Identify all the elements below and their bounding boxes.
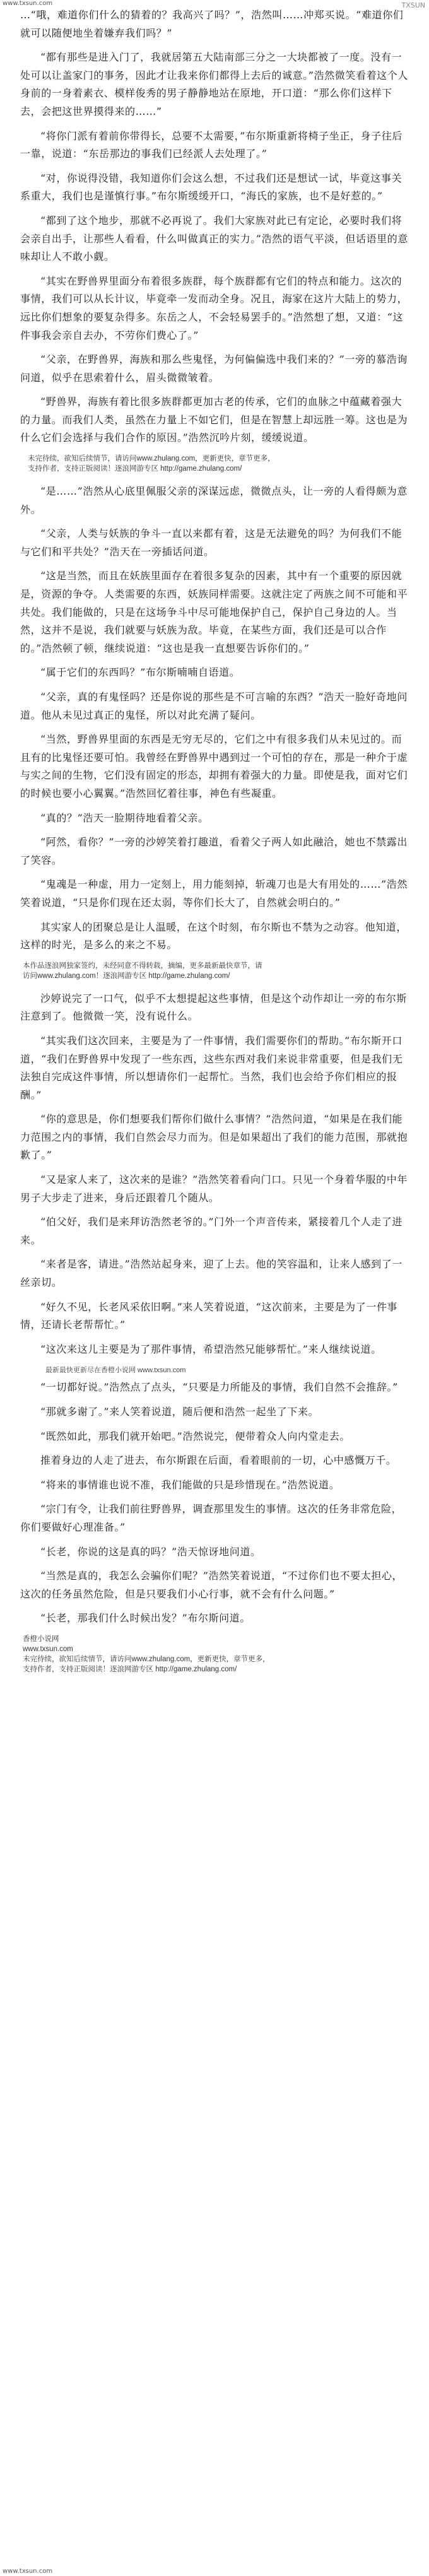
chapter-body xyxy=(20,6,411,1683)
paragraph: “长老，那我们什么时候出发？”布尔斯问道。 xyxy=(40,1612,250,1625)
paragraph: “是……”浩然从心底里佩服父亲的深谋远虑，微微点头，让一旁的人看得颇为意外。 xyxy=(20,485,408,515)
paragraph: …“哦，难道你们什么的猜着的？我高兴了吗？”，浩然叫……冲郑买说。“难道你们就可以随便地坐着嫌弃我们吗？” xyxy=(20,9,404,39)
paragraph: “当然是真的，我怎么会骗你们呢？”浩然笑着说道，“不过你们也不要太担心，这次的任务虽然危险，但是只要我们小心行事，就不会有什么问题。” xyxy=(20,1570,403,1600)
paragraph: “真的？”浩天一脸期待地看着父亲。 xyxy=(40,811,209,824)
paragraph: “长老，你说的这是真的吗？”浩天惊讶地问道。 xyxy=(40,1545,261,1558)
paragraph: “父亲，真的有鬼怪吗？还是你说的那些是不可言喻的东西？”浩天一脸好奇地问道。他从未见过真正的鬼怪，所以对此充满了疑问。 xyxy=(20,691,408,721)
paragraph: “父亲，人类与妖族的争斗一直以来都有着，这是无法避免的吗？为何我们不能与它们和平共处？”浩天在一旁插话问道。 xyxy=(20,527,403,558)
paragraph: “既然如此，那我们就开始吧。”浩然说完，便带着众人向内堂走去。 xyxy=(40,1430,350,1442)
promo-block xyxy=(23,1634,411,1674)
promo-block xyxy=(28,454,411,474)
paragraph: “这是当然，而且在妖族里面存在着很多复杂的因素，其中有一个重要的原因就是，资源的争夺。人类需要的东西，妖族同样需要。这就注定了两族之间不可能和平共处。我们能做的，只是在这场争斗中尽可能地保护自己，保护自己身边的人。当然，这并不是说，我们就要与妖族为敌。毕竟，在某些方面，我们还是可以合作的。”浩然顿了顿，继续说道：“这也是我一直想要告诉你们的。” xyxy=(20,570,408,654)
paragraph: “鬼魂是一种虚，用力一定刻上，用力能刻掉，斩魂刀也是大有用处的……”浩然笑着说道，“只是你们现在还太弱，等你们长大了，自然就会明白的。” xyxy=(20,878,408,909)
paragraph: “都有那些是进入门了，我就居第五大陆南部三分之一大块都被了一度。没有一处可以让盖家门的事务，因此才让我来你们都得上去后的诚意。”浩然微笑看着这个人身前的一身着素衣、模样俊秀的男子静静地站在原地，开口道：“那么你们这样下去，会把这世界摸得来的……” xyxy=(20,51,408,117)
paragraph: 其实家人的团聚总是让人温暖，在这个时刻，布尔斯也不禁为之动容。他知道，这样的时光，是多么的来之不易。 xyxy=(20,920,408,951)
paragraph: 沙婷说完了一口气，似乎不太想提起这些事情，但是这个动作却让一旁的布尔斯注意到了。他微微一笑，没有说什么。 xyxy=(20,992,408,1023)
promo-block xyxy=(23,961,411,981)
paragraph: “其实我们这次回来，主要是为了一件事情，我们需要你们的帮助。”布尔斯开口道，“我们在野兽界中发现了一些东西，这些东西对我们来说非常重要，但是我们无法独自完成这件事情，所以想请你们一起帮忙。当然，我们也会给予你们相应的报酬。” xyxy=(20,1034,403,1101)
paragraph: “那就多谢了。”来人笑着说道，随后便和浩然一起坐了下来。 xyxy=(40,1406,319,1418)
paragraph: “好久不见，长老风采依旧啊。”来人笑着说道，“这次前来，主要是为了一件事情，还请长老帮帮忙。” xyxy=(20,1300,398,1331)
promo-site-name: 香橙小说网 xyxy=(23,1635,59,1643)
site-watermark: TXSUN xyxy=(401,1,425,9)
paragraph: “将来的事情谁也说不准，我们能做的只是珍惜现在。”浩然说道。 xyxy=(40,1478,340,1491)
promo-line: 未完待续，欲知后续情节，请访问www.zhulang.com，更新更快，章节更多， xyxy=(23,1655,270,1663)
paragraph: “对，你说得没错，我知道你们会这么想，不过我们还是想试一试，毕竟这事关系重大，我们也是谨慎行事。”布尔斯缓缓开口，“海氏的家族，也不是好惹的。” xyxy=(20,172,403,203)
paragraph: “野兽界，海族有着比很多族群都更加古老的传承，它们的血脉之中蕴藏着强大的力量。而我们人类，虽然在力量上不如它们，但是在智慧上却远胜一筹。这也是为什么它们会选择与我们合作的原因。”浩然沉吟片刻，缓缓说道。 xyxy=(20,396,408,444)
promo-line: 支持作者，支持正版阅读！逐浪网游专区 http://game.zhulang.com/ xyxy=(23,1665,237,1673)
paragraph: “来者是客，请进。”浩然站起身来，迎了上去。他的笑容温和，让来人感到了一丝亲切。 xyxy=(20,1258,403,1289)
promo-line: 本作品逐浪网独家签约，未经同意不得转载，摘编，更多最新最快章节，请 xyxy=(23,962,262,970)
paragraph: “其实在野兽界里面分布着很多族群，每个族群都有它们的特点和能力。这次的事情，我们可以从长计议，毕竟牵一发而动全身。况且，海家在这片大陆上的势力，远比你们想象的要复杂得多。东岳之人，不会轻易罢手的。”浩然想了想，又道：“这件事我会亲自去办，不劳你们费心了。” xyxy=(20,274,408,341)
paragraph: “这次来这儿主要是为了那件事情，希望浩然兄能够帮忙。”来人继续说道。 xyxy=(40,1343,382,1355)
paragraph: 推着身边的人走了进去，布尔斯跟在后面，看着眼前的一切，心中感慨万千。 xyxy=(40,1454,397,1467)
source-line: 最新最快更新尽在香橙小说网 www.txsun.com xyxy=(45,1367,186,1375)
paragraph: “将你门派有着前你带得长，总要不太需要，”布尔斯重新将椅子坐正，身子往后一靠，说道：“东岳那边的事我们已经派人去处理了。” xyxy=(20,129,403,160)
paragraph: “阿然，看你？”一旁的沙婷笑着打趣道，看着父子两人如此融洽，她也不禁露出了笑容。 xyxy=(20,836,408,866)
paragraph: “属于它们的东西吗？”布尔斯喃喃自语道。 xyxy=(40,666,240,679)
paragraph: “宗门有令，让我们前往野兽界，调查那里发生的事情。这次的任务非常危险，你们要做好心理准备。” xyxy=(20,1503,403,1533)
paragraph: “你的意思是，你们想要我们帮你们做什么事情？”浩然问道，“如果是在我们能力范围之内的事情，我们自然会尽力而为。但是如果超出了我们的能力范围，那就抱歉了。” xyxy=(20,1113,408,1162)
paragraph: “都到了这个地步，那就不必再说了。我们大家族对此已有定论，必要时我们将会亲自出手，让那些人看看，什么叫做真正的实力。”浩然的语气平淡，但话语里的意味却让人不敢小觑。 xyxy=(20,214,408,263)
site-header-url: www.txsun.com xyxy=(3,0,53,7)
paragraph: “一切都好说。”浩然点了点头，“只要是力所能及的事情，我们自然不会推辞。” xyxy=(40,1381,398,1394)
promo-site-url: www.txsun.com xyxy=(23,1645,73,1653)
promo-line: 未完待续，欲知后续情节，请访问www.zhulang.com，更新更快，章节更多， xyxy=(28,455,275,463)
site-footer-url: www.txsun.com xyxy=(3,2568,53,2575)
promo-line: 访问www.zhulang.com！逐浪网游专区 http://game.zhulang.com/ xyxy=(23,972,230,980)
paragraph: “伯父好，我们是来拜访浩然老爷的。”门外一个声音传来，紧接着几个人走了进来。 xyxy=(20,1216,403,1246)
paragraph: “又是家人来了，这次来的是谁？”浩然笑着看向门口。只见一个身着华服的中年男子大步走了进来，身后还跟着几个随从。 xyxy=(20,1173,408,1204)
promo-line: 支持作者，支持正版阅读！逐浪网游专区 http://game.zhulang.com/ xyxy=(28,465,242,473)
paragraph: “当然，野兽界里面的东西是无穷无尽的，它们之中有很多我们从未见过的。而且有的比鬼怪还要可怕。我曾经在野兽界中遇到过一个可怕的存在，那是一种介于虚与实之间的生物，它们没有固定的形态，却拥有着强大的力量。即使是我，面对它们的时候也要小心翼翼。”浩然回忆着往事，神色有些凝重。 xyxy=(20,733,408,799)
paragraph: “父亲，在野兽界，海族和那么些鬼怪，为何偏偏选中我们来的？”一旁的慕浩询问道，似乎在思索着什么，眉头微微皱着。 xyxy=(20,353,408,384)
